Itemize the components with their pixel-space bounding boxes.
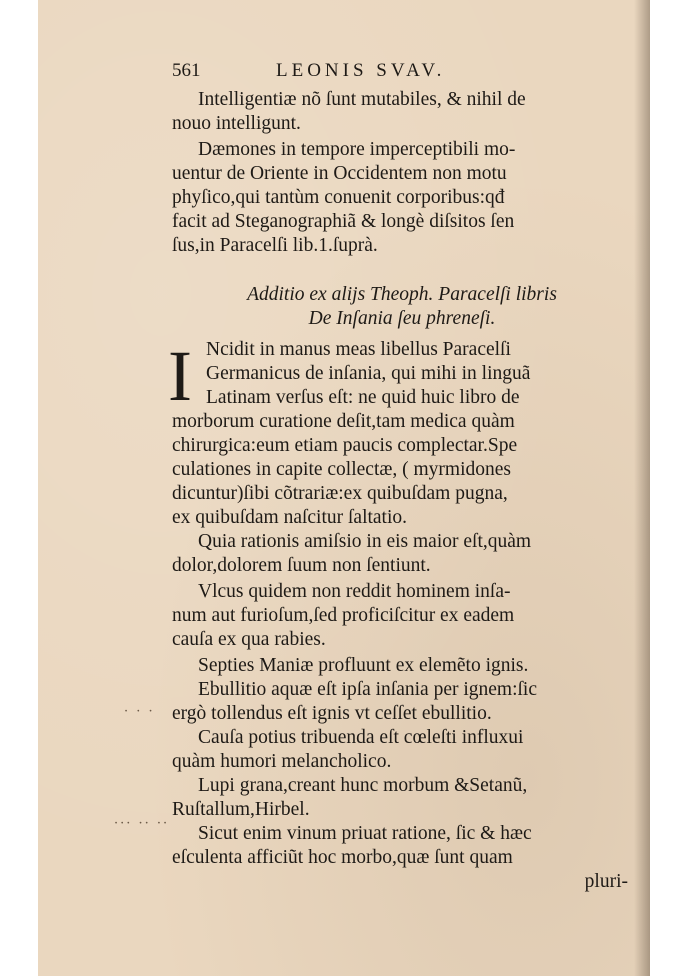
- page-number: 561: [172, 60, 201, 81]
- text-line: eſculenta afficiũt hoc morbo,quæ ſunt quam: [172, 847, 513, 868]
- marginal-stain: ··· ·· ··: [114, 816, 170, 831]
- text-line: Dæmones in tempore imperceptibili mo-: [198, 139, 516, 160]
- text-line: Sicut enim vinum priuat ratione, ſic & hæc: [198, 823, 532, 844]
- text-line: facit ad Steganographiã & longè diſsitos ſen: [172, 211, 515, 232]
- section-subheading: De Inſania ſeu phreneſi.: [308, 308, 496, 329]
- text-line: Quia rationis amiſsio in eis maior eſt,quàm: [198, 531, 532, 552]
- text-line: num aut furioſum,ſed proficiſcitur ex eadem: [172, 605, 515, 626]
- text-line: Latinam verſus eſt: ne quid huic libro de: [206, 387, 520, 408]
- text-line: Ebullitio aquæ eſt ipſa inſania per ignem:ſic: [198, 679, 538, 700]
- catchword: pluri-: [584, 871, 628, 892]
- text-line: ergò tollendus eſt ignis vt ceſſet ebullitio.: [172, 703, 492, 724]
- text-line: phyſico,qui tantùm conuenit corporibus:qđ: [172, 187, 505, 208]
- text-line: morborum curatione deſit,tam medica quàm: [172, 411, 515, 432]
- text-line: dicuntur)ſibi cõtrariæ:ex quibuſdam pugna,: [172, 483, 508, 504]
- text-line: nouo intelligunt.: [172, 113, 301, 134]
- text-line: Ruſtallum,Hirbel.: [172, 799, 310, 820]
- text-line: culationes in capite collectæ, ( myrmidones: [172, 459, 511, 480]
- book-page: [38, 0, 650, 976]
- text-line: dolor,dolorem ſuum non ſentiunt.: [172, 555, 431, 576]
- running-head: LEONIS SVAV.: [276, 60, 446, 81]
- text-line: uentur de Oriente in Occidentem non motu: [172, 163, 507, 184]
- marginal-stain: · · ·: [124, 704, 155, 719]
- text-line: Septies Maniæ profluunt ex elemẽto ignis.: [198, 655, 529, 676]
- text-line: ſus,in Paracelſi lib.1.ſuprà.: [172, 235, 378, 256]
- text-line: chirurgica:eum etiam paucis complectar.Spe: [172, 435, 518, 456]
- text-line: Lupi grana,creant hunc morbum &Setanũ,: [198, 775, 528, 796]
- drop-cap-initial: I: [168, 336, 192, 416]
- text-line: Germanicus de inſania, qui mihi in linguã: [206, 363, 531, 384]
- text-line: Cauſa potius tribuenda eſt cœleſti influxui: [198, 727, 524, 748]
- page-header: [172, 60, 632, 88]
- text-line: cauſa ex qua rabies.: [172, 629, 326, 650]
- text-line: ex quibuſdam naſcitur ſaltatio.: [172, 507, 408, 528]
- text-line: Intelligentiæ nõ ſunt mutabiles, & nihil de: [198, 89, 526, 110]
- text-line: quàm humori melancholico.: [172, 751, 392, 772]
- page-binding-shadow: [634, 0, 650, 976]
- text-line: Vlcus quidem non reddit hominem inſa-: [198, 581, 511, 602]
- section-heading: Additio ex alijs Theoph. Paracelſi libris: [247, 284, 557, 305]
- text-line: Ncidit in manus meas libellus Paracelſi: [206, 339, 511, 360]
